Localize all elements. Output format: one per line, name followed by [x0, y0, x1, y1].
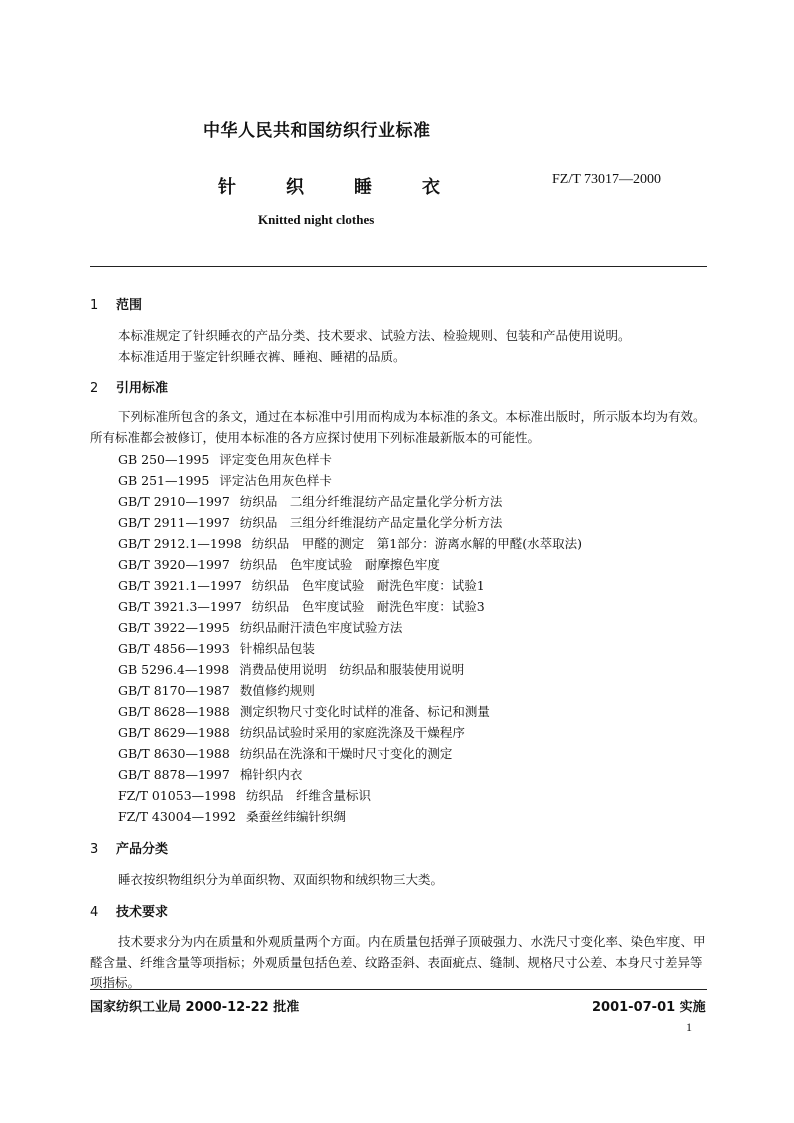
- document-title-char: 睡: [354, 177, 372, 198]
- document-title-char: 针: [218, 177, 236, 198]
- section-number: 4: [90, 905, 99, 920]
- page-number: 1: [686, 1020, 692, 1034]
- reference-title: 纺织品 三组分纤维混纺产品定量化学分析方法: [239, 515, 503, 530]
- reference-code: GB/T 2911—1997: [118, 515, 230, 530]
- reference-item: [118, 639, 315, 657]
- reference-title: 评定沾色用灰色样卡: [219, 473, 332, 488]
- reference-title: 评定变色用灰色样卡: [219, 452, 332, 467]
- section-heading-4: [90, 901, 168, 920]
- reference-code: GB/T 8630—1988: [118, 746, 230, 761]
- reference-code: GB/T 2910—1997: [118, 494, 230, 509]
- footer-divider: [90, 989, 707, 990]
- effective-date: 2001-07-01 实施: [592, 1000, 706, 1015]
- reference-code: FZ/T 01053—1998: [118, 788, 236, 803]
- reference-title: 纺织品 纤维含量标识: [245, 788, 371, 803]
- reference-code: GB/T 4856—1993: [118, 641, 230, 656]
- reference-code: FZ/T 43004—1992: [118, 809, 236, 824]
- section-heading-3: [90, 838, 168, 857]
- document-title: [218, 173, 440, 199]
- reference-code: GB/T 8170—1987: [118, 683, 230, 698]
- reference-code: GB/T 3921.3—1997: [118, 599, 242, 614]
- section-number: 1: [90, 298, 99, 313]
- reference-code: GB/T 3920—1997: [118, 557, 230, 572]
- reference-code: GB/T 2912.1—1998: [118, 536, 242, 551]
- reference-title: 针棉织品包装: [239, 641, 315, 656]
- document-title-char: 衣: [422, 177, 440, 198]
- standard-category-title: 中华人民共和国纺织行业标准: [203, 121, 431, 141]
- reference-title: 棉针织内衣: [239, 767, 303, 782]
- paragraph: 技术要求分为内在质量和外观质量两个方面。内在质量包括弹子顶破强力、水洗尺寸变化率、染色牢度、甲醛含量、纤维含量等项指标；外观质量包括色差、纹路歪斜、表面疵点、缝制、规格尺寸公差、本身尺寸差异等项指标。: [90, 934, 706, 990]
- reference-code: GB 250—1995: [118, 452, 210, 467]
- reference-code: GB 5296.4—1998: [118, 662, 230, 677]
- reference-item: [118, 786, 371, 804]
- section-title: 产品分类: [116, 842, 169, 857]
- paragraph: 本标准适用于鉴定针织睡衣裤、睡袍、睡裙的品质。: [118, 349, 406, 364]
- reference-item: [118, 471, 332, 489]
- reference-title: 桑蚕丝纬编针织绸: [245, 809, 346, 824]
- reference-item: [118, 765, 302, 783]
- paragraph: 睡衣按织物组织分为单面织物、双面织物和绒织物三大类。: [118, 872, 444, 887]
- reference-item: [118, 576, 485, 594]
- reference-title: 纺织品 二组分纤维混纺产品定量化学分析方法: [239, 494, 503, 509]
- reference-item: [118, 555, 440, 573]
- reference-code: GB/T 8628—1988: [118, 704, 230, 719]
- reference-title: 纺织品在洗涤和干燥时尺寸变化的测定: [239, 746, 453, 761]
- paragraph: 下列标准所包含的条文，通过在本标准中引用而构成为本标准的条文。本标准出版时，所示版本均为有效。所有标准都会被修订，使用本标准的各方应探讨使用下列标准最新版本的可能性。: [90, 409, 706, 445]
- reference-item: [118, 618, 402, 636]
- reference-item: [118, 723, 465, 741]
- reference-item: [118, 681, 315, 699]
- section-number: 3: [90, 842, 99, 857]
- reference-code: GB 251—1995: [118, 473, 210, 488]
- reference-title: 纺织品试验时采用的家庭洗涤及干燥程序: [239, 725, 465, 740]
- reference-title: 纺织品 色牢度试验 耐摩擦色牢度: [239, 557, 440, 572]
- reference-code: GB/T 3922—1995: [118, 620, 230, 635]
- section-number: 2: [90, 381, 99, 396]
- reference-title: 纺织品 甲醛的测定 第1部分：游离水解的甲醛(水萃取法): [251, 536, 582, 551]
- reference-title: 纺织品 色牢度试验 耐洗色牢度：试验3: [251, 599, 485, 614]
- section-heading-2: [90, 377, 168, 396]
- reference-item: [118, 660, 464, 678]
- document-title-char: 织: [286, 177, 304, 198]
- reference-code: GB/T 8878—1997: [118, 767, 230, 782]
- section-title: 范围: [116, 298, 143, 313]
- document-code: FZ/T 73017—2000: [552, 172, 662, 187]
- reference-item: [118, 597, 485, 615]
- reference-title: 测定织物尺寸变化时试样的准备、标记和测量: [239, 704, 490, 719]
- document-english-title: Knitted night clothes: [258, 212, 375, 227]
- reference-code: GB/T 3921.1—1997: [118, 578, 242, 593]
- approval-date: 国家纺织工业局 2000-12-22 批准: [90, 1000, 300, 1015]
- section-title: 技术要求: [116, 905, 169, 920]
- reference-code: GB/T 8629—1988: [118, 725, 230, 740]
- reference-title: 数值修约规则: [239, 683, 315, 698]
- reference-item: [118, 702, 490, 720]
- reference-item: [118, 492, 502, 510]
- reference-title: 消费品使用说明 纺织品和服装使用说明: [239, 662, 465, 677]
- reference-item: [118, 807, 346, 825]
- reference-title: 纺织品耐汗渍色牢度试验方法: [239, 620, 403, 635]
- reference-item: [118, 450, 332, 468]
- section-title: 引用标准: [116, 381, 169, 396]
- section-heading-1: [90, 294, 142, 313]
- reference-item: [118, 534, 582, 552]
- reference-item: [118, 744, 452, 762]
- header-divider: [90, 266, 707, 267]
- paragraph: 本标准规定了针织睡衣的产品分类、技术要求、试验方法、检验规则、包装和产品使用说明。: [118, 328, 631, 343]
- reference-item: [118, 513, 502, 531]
- reference-title: 纺织品 色牢度试验 耐洗色牢度：试验1: [251, 578, 485, 593]
